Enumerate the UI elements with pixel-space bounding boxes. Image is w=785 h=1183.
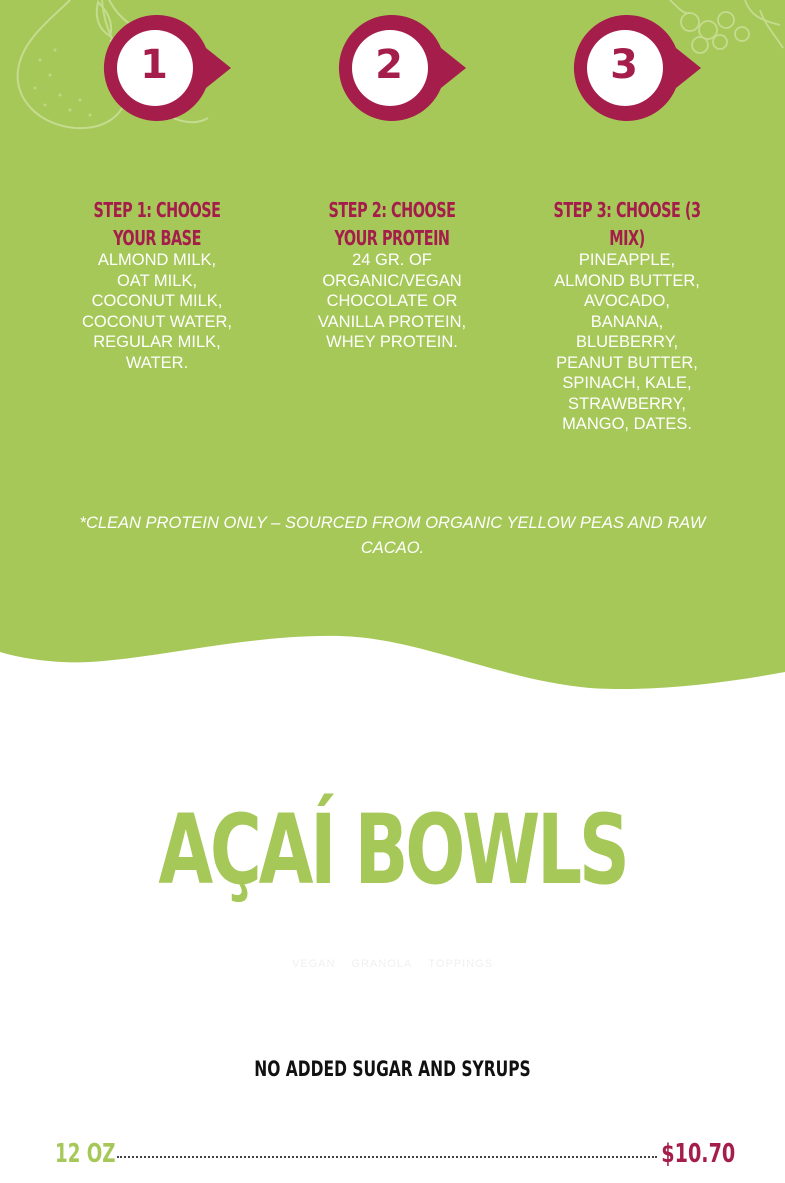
protein-note: *CLEAN PROTEIN ONLY – SOURCED FROM ORGANIC YELLOW PEAS AND RAW CACAO. — [79, 514, 706, 557]
step-1-column — [62, 196, 252, 373]
faint-tag: GRANOLA — [351, 958, 413, 970]
step-2-title: STEP 2: CHOOSE YOUR PROTEIN — [328, 198, 456, 250]
section-title: AÇAÍ BOWLS — [158, 794, 627, 906]
step-1-options: ALMOND MILK, OAT MILK, COCONUT MILK, COCONUT WATER, REGULAR MILK, WATER. — [81, 251, 233, 372]
step-3-options: PINEAPPLE, ALMOND BUTTER, AVOCADO, BANANA, BLUEBERRY, PEANUT BUTTER, SPINACH, KALE, STRAWBERRY, MANGO, DATES. — [554, 251, 700, 433]
step-2-number: 2 — [375, 42, 403, 88]
step-2-column — [297, 196, 487, 353]
faint-tag: VEGAN — [291, 958, 336, 970]
step-2-options: 24 GR. OF ORGANIC/VEGAN CHOCOLATE OR VANILLA PROTEIN, WHEY PROTEIN. — [317, 251, 467, 351]
dotted-leader — [117, 1156, 657, 1158]
step-3-title: STEP 3: CHOOSE (3 MIX) — [553, 198, 701, 250]
section-subtitle: NO ADDED SUGAR AND SYRUPS — [254, 1057, 531, 1081]
faint-tags — [0, 958, 785, 970]
step-3-number: 3 — [610, 42, 638, 88]
step-1-title: STEP 1: CHOOSE YOUR BASE — [93, 198, 221, 250]
price-label: $10.70 — [660, 1139, 735, 1169]
step-1-badge — [103, 14, 233, 124]
step-1-number: 1 — [140, 42, 168, 88]
size-label: 12 OZ — [55, 1139, 116, 1169]
price-row — [55, 1136, 735, 1172]
step-3-column — [532, 196, 722, 435]
step-2-badge — [338, 14, 468, 124]
faint-tag: TOPPINGS — [428, 958, 494, 970]
step-3-badge — [573, 14, 703, 124]
